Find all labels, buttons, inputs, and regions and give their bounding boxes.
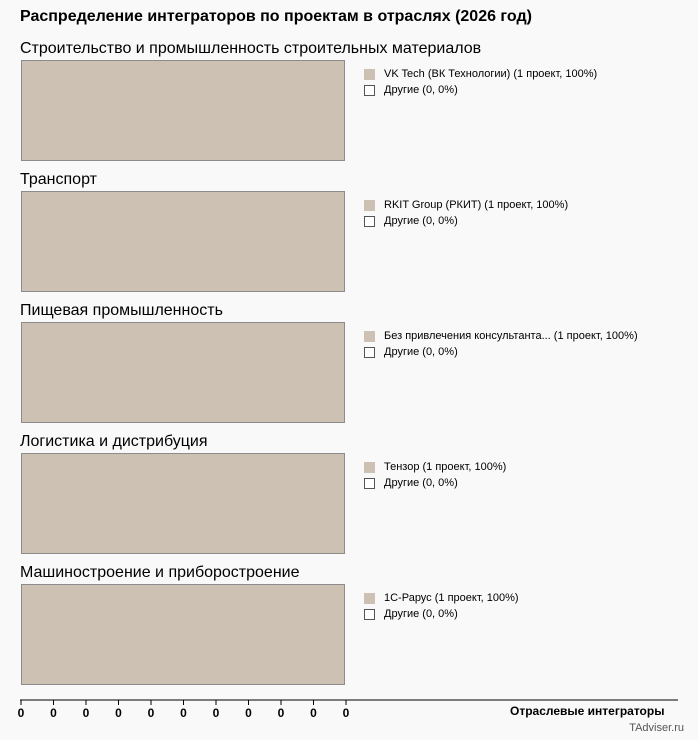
- x-axis-title: Отраслевые интеграторы: [510, 704, 665, 718]
- legend-swatch: [364, 478, 375, 489]
- stacked-bar: [21, 191, 345, 292]
- legend-label: VK Tech (ВК Технологии) (1 проект, 100%): [384, 68, 598, 80]
- legend: [364, 590, 519, 622]
- legend-swatch: [364, 331, 375, 342]
- legend: [364, 459, 506, 491]
- legend-item: [364, 344, 638, 360]
- legend-item: [364, 459, 506, 475]
- x-tick-label: 0: [115, 706, 122, 720]
- bar-segment: [22, 454, 344, 553]
- legend-label: Другие (0, 0%): [384, 346, 458, 358]
- legend-item: [364, 475, 506, 491]
- stacked-bar: [21, 584, 345, 685]
- legend-item: [364, 82, 597, 98]
- bar-segment: [22, 192, 344, 291]
- industry-panel: [0, 171, 698, 302]
- x-tick-label: 0: [50, 706, 57, 720]
- x-tick-label: 0: [82, 706, 90, 720]
- industry-title: Логистика и дистрибуция: [20, 433, 208, 450]
- industry-title: Пищевая промышленность: [20, 302, 223, 319]
- legend-label: Другие (0, 0%): [384, 608, 458, 620]
- legend-item: [364, 66, 597, 82]
- legend-item: [364, 328, 638, 344]
- x-tick-label: 0: [342, 706, 350, 720]
- legend-item: [364, 197, 568, 213]
- legend-swatch: [364, 462, 375, 473]
- stacked-bar: [21, 60, 345, 161]
- legend-label: RKIT Group (РКИТ) (1 проект, 100%): [384, 199, 569, 211]
- legend-swatch: [364, 593, 375, 604]
- legend-swatch: [364, 200, 375, 211]
- legend-label: 1С-Рарус (1 проект, 100%): [384, 592, 519, 604]
- legend-item: [364, 590, 519, 606]
- legend-label: Другие (0, 0%): [384, 84, 458, 96]
- legend-label: Тензор (1 проект, 100%): [384, 461, 507, 473]
- x-tick-label: 0: [277, 706, 285, 720]
- industry-panel: [0, 302, 698, 433]
- legend-label: Другие (0, 0%): [384, 477, 458, 489]
- chart-title: Распределение интеграторов по проектам в отраслях (2026 год): [20, 8, 532, 25]
- bar-segment: [22, 323, 344, 422]
- x-tick-label: 0: [212, 706, 220, 720]
- industry-title: Машиностроение и приборостроение: [20, 564, 300, 581]
- legend-swatch: [364, 347, 375, 358]
- legend-swatch: [364, 69, 375, 80]
- bar-segment: [22, 585, 344, 684]
- legend-label: Без привлечения консультанта... (1 проект, 100%): [384, 330, 638, 342]
- legend: [364, 66, 597, 98]
- legend-label: Другие (0, 0%): [384, 215, 458, 227]
- industry-panel: [0, 564, 698, 695]
- industry-panel: [0, 433, 698, 564]
- industry-panel: [0, 40, 698, 171]
- x-tick-label: 0: [147, 706, 155, 720]
- legend: [364, 328, 638, 360]
- industry-title: Транспорт: [20, 171, 97, 188]
- stacked-bar: [21, 453, 345, 554]
- x-tick-label: 0: [245, 706, 252, 720]
- legend: [364, 197, 568, 229]
- legend-swatch: [364, 85, 375, 96]
- watermark: TAdviser.ru: [629, 722, 684, 734]
- x-tick-label: 0: [180, 706, 187, 720]
- x-tick-label: 0: [310, 706, 317, 720]
- legend-swatch: [364, 609, 375, 620]
- stacked-bar: [21, 322, 345, 423]
- legend-swatch: [364, 216, 375, 227]
- legend-item: [364, 213, 568, 229]
- x-tick-label: 0: [17, 706, 25, 720]
- industry-title: Строительство и промышленность строительных материалов: [20, 40, 482, 57]
- legend-item: [364, 606, 519, 622]
- bar-segment: [22, 61, 344, 160]
